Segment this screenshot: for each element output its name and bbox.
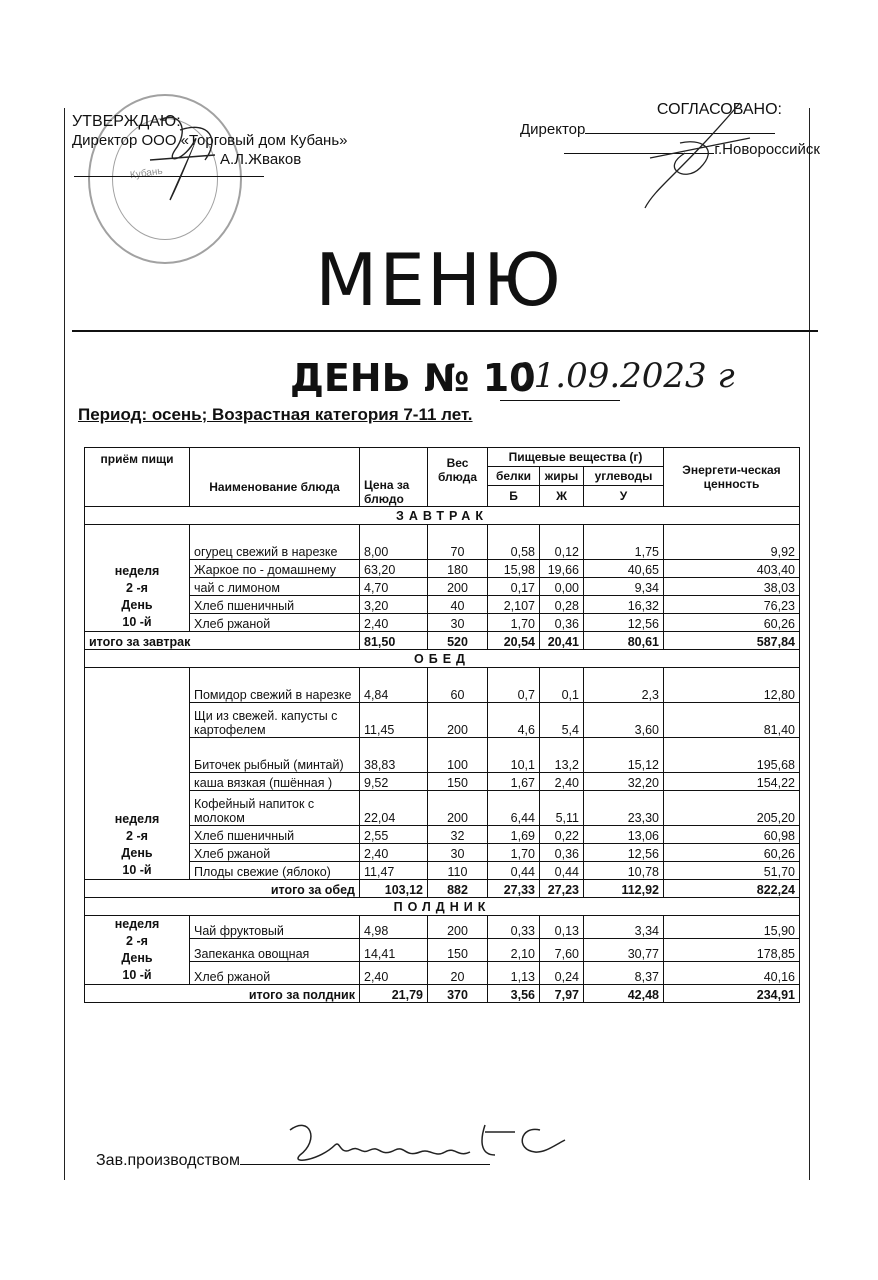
table-row (85, 738, 800, 773)
dish-fats: 13,2 (540, 738, 584, 773)
dish-name: Хлеб пшеничный (190, 596, 360, 614)
dish-carbs: 1,75 (584, 525, 664, 560)
total-fats: 27,23 (540, 880, 584, 898)
dish-weight: 30 (428, 614, 488, 632)
dish-proteins: 6,44 (488, 791, 540, 826)
dish-proteins: 1,70 (488, 844, 540, 862)
total-carbs: 112,92 (584, 880, 664, 898)
dish-carbs: 12,56 (584, 844, 664, 862)
dish-name: Помидор свежий в нарезке (190, 668, 360, 703)
dish-price: 22,04 (360, 791, 428, 826)
dish-proteins: 0,33 (488, 916, 540, 939)
dish-weight: 32 (428, 826, 488, 844)
dish-weight: 200 (428, 916, 488, 939)
table-row (85, 596, 800, 614)
dish-name: Щи из свежей. капусты с картофелем (190, 703, 360, 738)
total-fats: 20,41 (540, 632, 584, 650)
col-energy: Энергети-ческая ценность (664, 448, 800, 507)
meal-label-line: 2 -я (126, 581, 148, 595)
col-meal: приём пищи (85, 448, 190, 507)
table-row (85, 791, 800, 826)
col-fats: жиры (540, 467, 584, 486)
dish-energy: 76,23 (664, 596, 800, 614)
table-row (85, 916, 800, 939)
total-proteins: 20,54 (488, 632, 540, 650)
total-row (85, 632, 800, 650)
dish-energy: 60,26 (664, 614, 800, 632)
dish-name: Хлеб ржаной (190, 844, 360, 862)
section-title: ПОЛДНИК (85, 898, 800, 916)
meal-label (85, 525, 190, 632)
col-proteins: белки (488, 467, 540, 486)
total-weight: 370 (428, 985, 488, 1003)
total-energy: 822,24 (664, 880, 800, 898)
dish-weight: 30 (428, 844, 488, 862)
dish-name: Биточек рыбный (минтай) (190, 738, 360, 773)
total-row (85, 985, 800, 1003)
dish-name: Хлеб пшеничный (190, 826, 360, 844)
dish-fats: 0,36 (540, 614, 584, 632)
agreed-title: СОГЛАСОВАНО: (656, 101, 782, 118)
dish-fats: 7,60 (540, 939, 584, 962)
dish-fats: 0,1 (540, 668, 584, 703)
approve-name: А.Л.Жваков (220, 151, 302, 168)
col-b: Б (488, 486, 540, 507)
dish-fats: 0,24 (540, 962, 584, 985)
dish-fats: 0,36 (540, 844, 584, 862)
table-row (85, 773, 800, 791)
dish-name: огурец свежий в нарезке (190, 525, 360, 560)
meal-label-line: неделя (114, 812, 160, 826)
dish-fats: 19,66 (540, 560, 584, 578)
table-row (85, 614, 800, 632)
dish-proteins: 15,98 (488, 560, 540, 578)
dish-price: 2,40 (360, 614, 428, 632)
dish-price: 4,70 (360, 578, 428, 596)
total-fats: 7,97 (540, 985, 584, 1003)
dish-proteins: 2,10 (488, 939, 540, 962)
total-label: итого за завтрак (85, 632, 360, 650)
dish-weight: 40 (428, 596, 488, 614)
dish-weight: 110 (428, 862, 488, 880)
agreed-signature (640, 98, 760, 218)
col-carbs: углеводы (584, 467, 664, 486)
period-info: Период: осень; Возрастная категория 7-11 лет. (78, 405, 473, 424)
dish-energy: 60,98 (664, 826, 800, 844)
agreed-city: г.Новороссийск (714, 141, 820, 158)
meal-label-line: День (121, 846, 153, 860)
dish-proteins: 10,1 (488, 738, 540, 773)
production-head-signature (280, 1110, 580, 1180)
dish-carbs: 13,06 (584, 826, 664, 844)
dish-fats: 5,11 (540, 791, 584, 826)
dish-carbs: 9,34 (584, 578, 664, 596)
section-title: ОБЕД (85, 650, 800, 668)
dish-price: 2,40 (360, 844, 428, 862)
stamp-text: Кубань (129, 165, 164, 182)
production-head-label: Зав.производством (96, 1152, 240, 1169)
meal-label-line: День (121, 598, 153, 612)
total-price: 103,12 (360, 880, 428, 898)
dish-weight: 200 (428, 703, 488, 738)
col-u: У (584, 486, 664, 507)
dish-name: каша вязкая (пшённая ) (190, 773, 360, 791)
table-row (85, 939, 800, 962)
dish-carbs: 32,20 (584, 773, 664, 791)
dish-weight: 70 (428, 525, 488, 560)
total-label: итого за обед (85, 880, 360, 898)
dish-carbs: 8,37 (584, 962, 664, 985)
section-title: ЗАВТРАК (85, 507, 800, 525)
dish-proteins: 0,7 (488, 668, 540, 703)
meal-label-line: День (121, 951, 153, 965)
dish-fats: 2,40 (540, 773, 584, 791)
dish-energy: 81,40 (664, 703, 800, 738)
dish-name: Хлеб ржаной (190, 962, 360, 985)
dish-carbs: 40,65 (584, 560, 664, 578)
dish-fats: 0,12 (540, 525, 584, 560)
total-energy: 234,91 (664, 985, 800, 1003)
dish-price: 9,52 (360, 773, 428, 791)
dish-name: Хлеб ржаной (190, 614, 360, 632)
approve-title: УТВЕРЖДАЮ: (72, 113, 181, 130)
page-title: МЕНЮ (315, 238, 563, 322)
dish-proteins: 1,69 (488, 826, 540, 844)
dish-price: 8,00 (360, 525, 428, 560)
dish-proteins: 0,58 (488, 525, 540, 560)
dish-energy: 40,16 (664, 962, 800, 985)
dish-price: 38,83 (360, 738, 428, 773)
dish-fats: 0,44 (540, 862, 584, 880)
dish-price: 4,84 (360, 668, 428, 703)
total-weight: 520 (428, 632, 488, 650)
dish-carbs: 3,34 (584, 916, 664, 939)
dish-weight: 150 (428, 773, 488, 791)
title-rule (72, 330, 818, 332)
dish-weight: 200 (428, 791, 488, 826)
dish-fats: 0,13 (540, 916, 584, 939)
dish-proteins: 2,107 (488, 596, 540, 614)
dish-energy: 60,26 (664, 844, 800, 862)
meal-label-line: неделя (114, 564, 160, 578)
total-carbs: 80,61 (584, 632, 664, 650)
col-dish: Наименование блюда (190, 448, 360, 507)
date-underline (500, 400, 620, 401)
menu-table (84, 447, 800, 1003)
dish-price: 11,45 (360, 703, 428, 738)
dish-proteins: 1,70 (488, 614, 540, 632)
dish-energy: 154,22 (664, 773, 800, 791)
total-proteins: 27,33 (488, 880, 540, 898)
dish-weight: 200 (428, 578, 488, 596)
dish-energy: 205,20 (664, 791, 800, 826)
dish-energy: 12,80 (664, 668, 800, 703)
table-row (85, 668, 800, 703)
dish-energy: 178,85 (664, 939, 800, 962)
dish-name: Запеканка овощная (190, 939, 360, 962)
dish-price: 14,41 (360, 939, 428, 962)
dish-carbs: 16,32 (584, 596, 664, 614)
menu-date: 01.09.2023 г (512, 356, 735, 396)
dish-proteins: 0,17 (488, 578, 540, 596)
dish-energy: 9,92 (664, 525, 800, 560)
dish-fats: 0,22 (540, 826, 584, 844)
approve-position: Директор ООО «Торговый дом Кубань» (72, 132, 348, 149)
dish-energy: 15,90 (664, 916, 800, 939)
table-row (85, 525, 800, 560)
approve-signature (120, 100, 240, 210)
dish-price: 4,98 (360, 916, 428, 939)
dish-carbs: 2,3 (584, 668, 664, 703)
dish-name: чай с лимоном (190, 578, 360, 596)
dish-carbs: 10,78 (584, 862, 664, 880)
table-row (85, 703, 800, 738)
meal-label-line: 2 -я (126, 934, 148, 948)
meal-label-line: 10 -й (122, 968, 152, 982)
dish-proteins: 1,67 (488, 773, 540, 791)
table-row (85, 962, 800, 985)
dish-proteins: 0,44 (488, 862, 540, 880)
col-price: Цена за блюдо (360, 448, 428, 507)
meal-label-line: 10 -й (122, 615, 152, 629)
total-weight: 882 (428, 880, 488, 898)
dish-price: 2,40 (360, 962, 428, 985)
total-energy: 587,84 (664, 632, 800, 650)
table-row (85, 560, 800, 578)
col-weight: Вес блюда (428, 448, 488, 507)
total-proteins: 3,56 (488, 985, 540, 1003)
total-row (85, 880, 800, 898)
dish-energy: 51,70 (664, 862, 800, 880)
dish-carbs: 30,77 (584, 939, 664, 962)
meal-label-line: 2 -я (126, 829, 148, 843)
dish-carbs: 12,56 (584, 614, 664, 632)
dish-weight: 20 (428, 962, 488, 985)
total-carbs: 42,48 (584, 985, 664, 1003)
dish-carbs: 23,30 (584, 791, 664, 826)
col-j: Ж (540, 486, 584, 507)
dish-name: Кофейный напиток с молоком (190, 791, 360, 826)
dish-proteins: 1,13 (488, 962, 540, 985)
dish-price: 2,55 (360, 826, 428, 844)
dish-weight: 60 (428, 668, 488, 703)
dish-fats: 0,00 (540, 578, 584, 596)
dish-fats: 5,4 (540, 703, 584, 738)
meal-label-line: неделя (114, 917, 160, 931)
dish-weight: 180 (428, 560, 488, 578)
table-row (85, 578, 800, 596)
meal-label (85, 668, 190, 880)
dish-energy: 195,68 (664, 738, 800, 773)
col-nutrients: Пищевые вещества (г) (488, 448, 664, 467)
meal-label-line: 10 -й (122, 863, 152, 877)
dish-price: 11,47 (360, 862, 428, 880)
table-row (85, 862, 800, 880)
dish-energy: 38,03 (664, 578, 800, 596)
dish-name: Плоды свежие (яблоко) (190, 862, 360, 880)
total-price: 21,79 (360, 985, 428, 1003)
day-number: ДЕНЬ № 10 (290, 356, 536, 400)
dish-price: 3,20 (360, 596, 428, 614)
dish-name: Чай фруктовый (190, 916, 360, 939)
total-label: итого за полдник (85, 985, 360, 1003)
agreed-role: Директор (520, 121, 586, 138)
total-price: 81,50 (360, 632, 428, 650)
dish-fats: 0,28 (540, 596, 584, 614)
dish-weight: 150 (428, 939, 488, 962)
dish-name: Жаркое по - домашнему (190, 560, 360, 578)
table-row (85, 844, 800, 862)
dish-price: 63,20 (360, 560, 428, 578)
dish-proteins: 4,6 (488, 703, 540, 738)
dish-carbs: 3,60 (584, 703, 664, 738)
dish-carbs: 15,12 (584, 738, 664, 773)
meal-label (85, 916, 190, 985)
dish-weight: 100 (428, 738, 488, 773)
dish-energy: 403,40 (664, 560, 800, 578)
table-row (85, 826, 800, 844)
